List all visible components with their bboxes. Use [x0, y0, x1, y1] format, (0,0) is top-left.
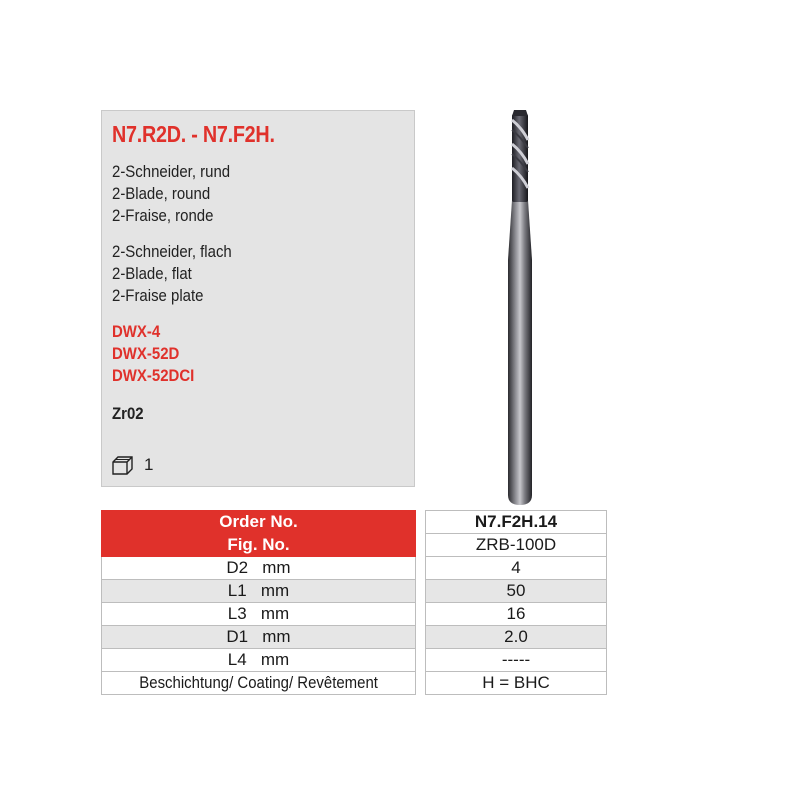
flat-blade-description — [112, 241, 232, 307]
spec-label: L3 mm — [102, 603, 416, 626]
pack-qty: 1 — [144, 455, 154, 474]
description-line: 2-Blade, flat — [112, 264, 192, 283]
machine-name: DWX-52DCI — [112, 366, 195, 385]
description-line: 2-Schneider, flach — [112, 242, 232, 261]
material-label: Zr02 — [112, 404, 144, 423]
round-blade-description — [112, 161, 230, 227]
coating-label-text: Beschichtung/ Coating/ Revêtement — [139, 673, 378, 692]
spec-value: 2.0 — [426, 626, 607, 649]
spec-value: 16 — [426, 603, 607, 626]
description-line: 2-Fraise plate — [112, 286, 204, 305]
spec-label: L4 mm — [102, 649, 416, 672]
coating-label — [102, 672, 416, 695]
description-line: 2-Fraise, ronde — [112, 206, 214, 225]
order-number-value: N7.F2H.14 — [426, 511, 607, 534]
spec-value: 4 — [426, 557, 607, 580]
order-no-header: Order No. — [102, 511, 416, 534]
machine-list — [112, 321, 194, 387]
milling-tool-image — [490, 100, 550, 510]
description-line: 2-Blade, round — [112, 184, 211, 203]
spec-table-values — [425, 510, 607, 695]
package-box-icon — [112, 455, 134, 475]
spec-label: D2 mm — [102, 557, 416, 580]
product-info-panel — [101, 110, 415, 487]
machine-name: DWX-4 — [112, 322, 161, 341]
spec-label: L1 mm — [102, 580, 416, 603]
spec-value: ----- — [426, 649, 607, 672]
spec-value: 50 — [426, 580, 607, 603]
coating-value: H = BHC — [426, 672, 607, 695]
spec-label: D1 mm — [102, 626, 416, 649]
fig-no-header: Fig. No. — [102, 534, 416, 557]
package-quantity — [112, 455, 153, 475]
description-line: 2-Schneider, rund — [112, 162, 231, 181]
spec-table-labels — [101, 510, 416, 695]
fig-number-value: ZRB-100D — [426, 534, 607, 557]
product-title: N7.R2D. - N7.F2H. — [112, 121, 275, 147]
machine-name: DWX-52D — [112, 344, 180, 363]
